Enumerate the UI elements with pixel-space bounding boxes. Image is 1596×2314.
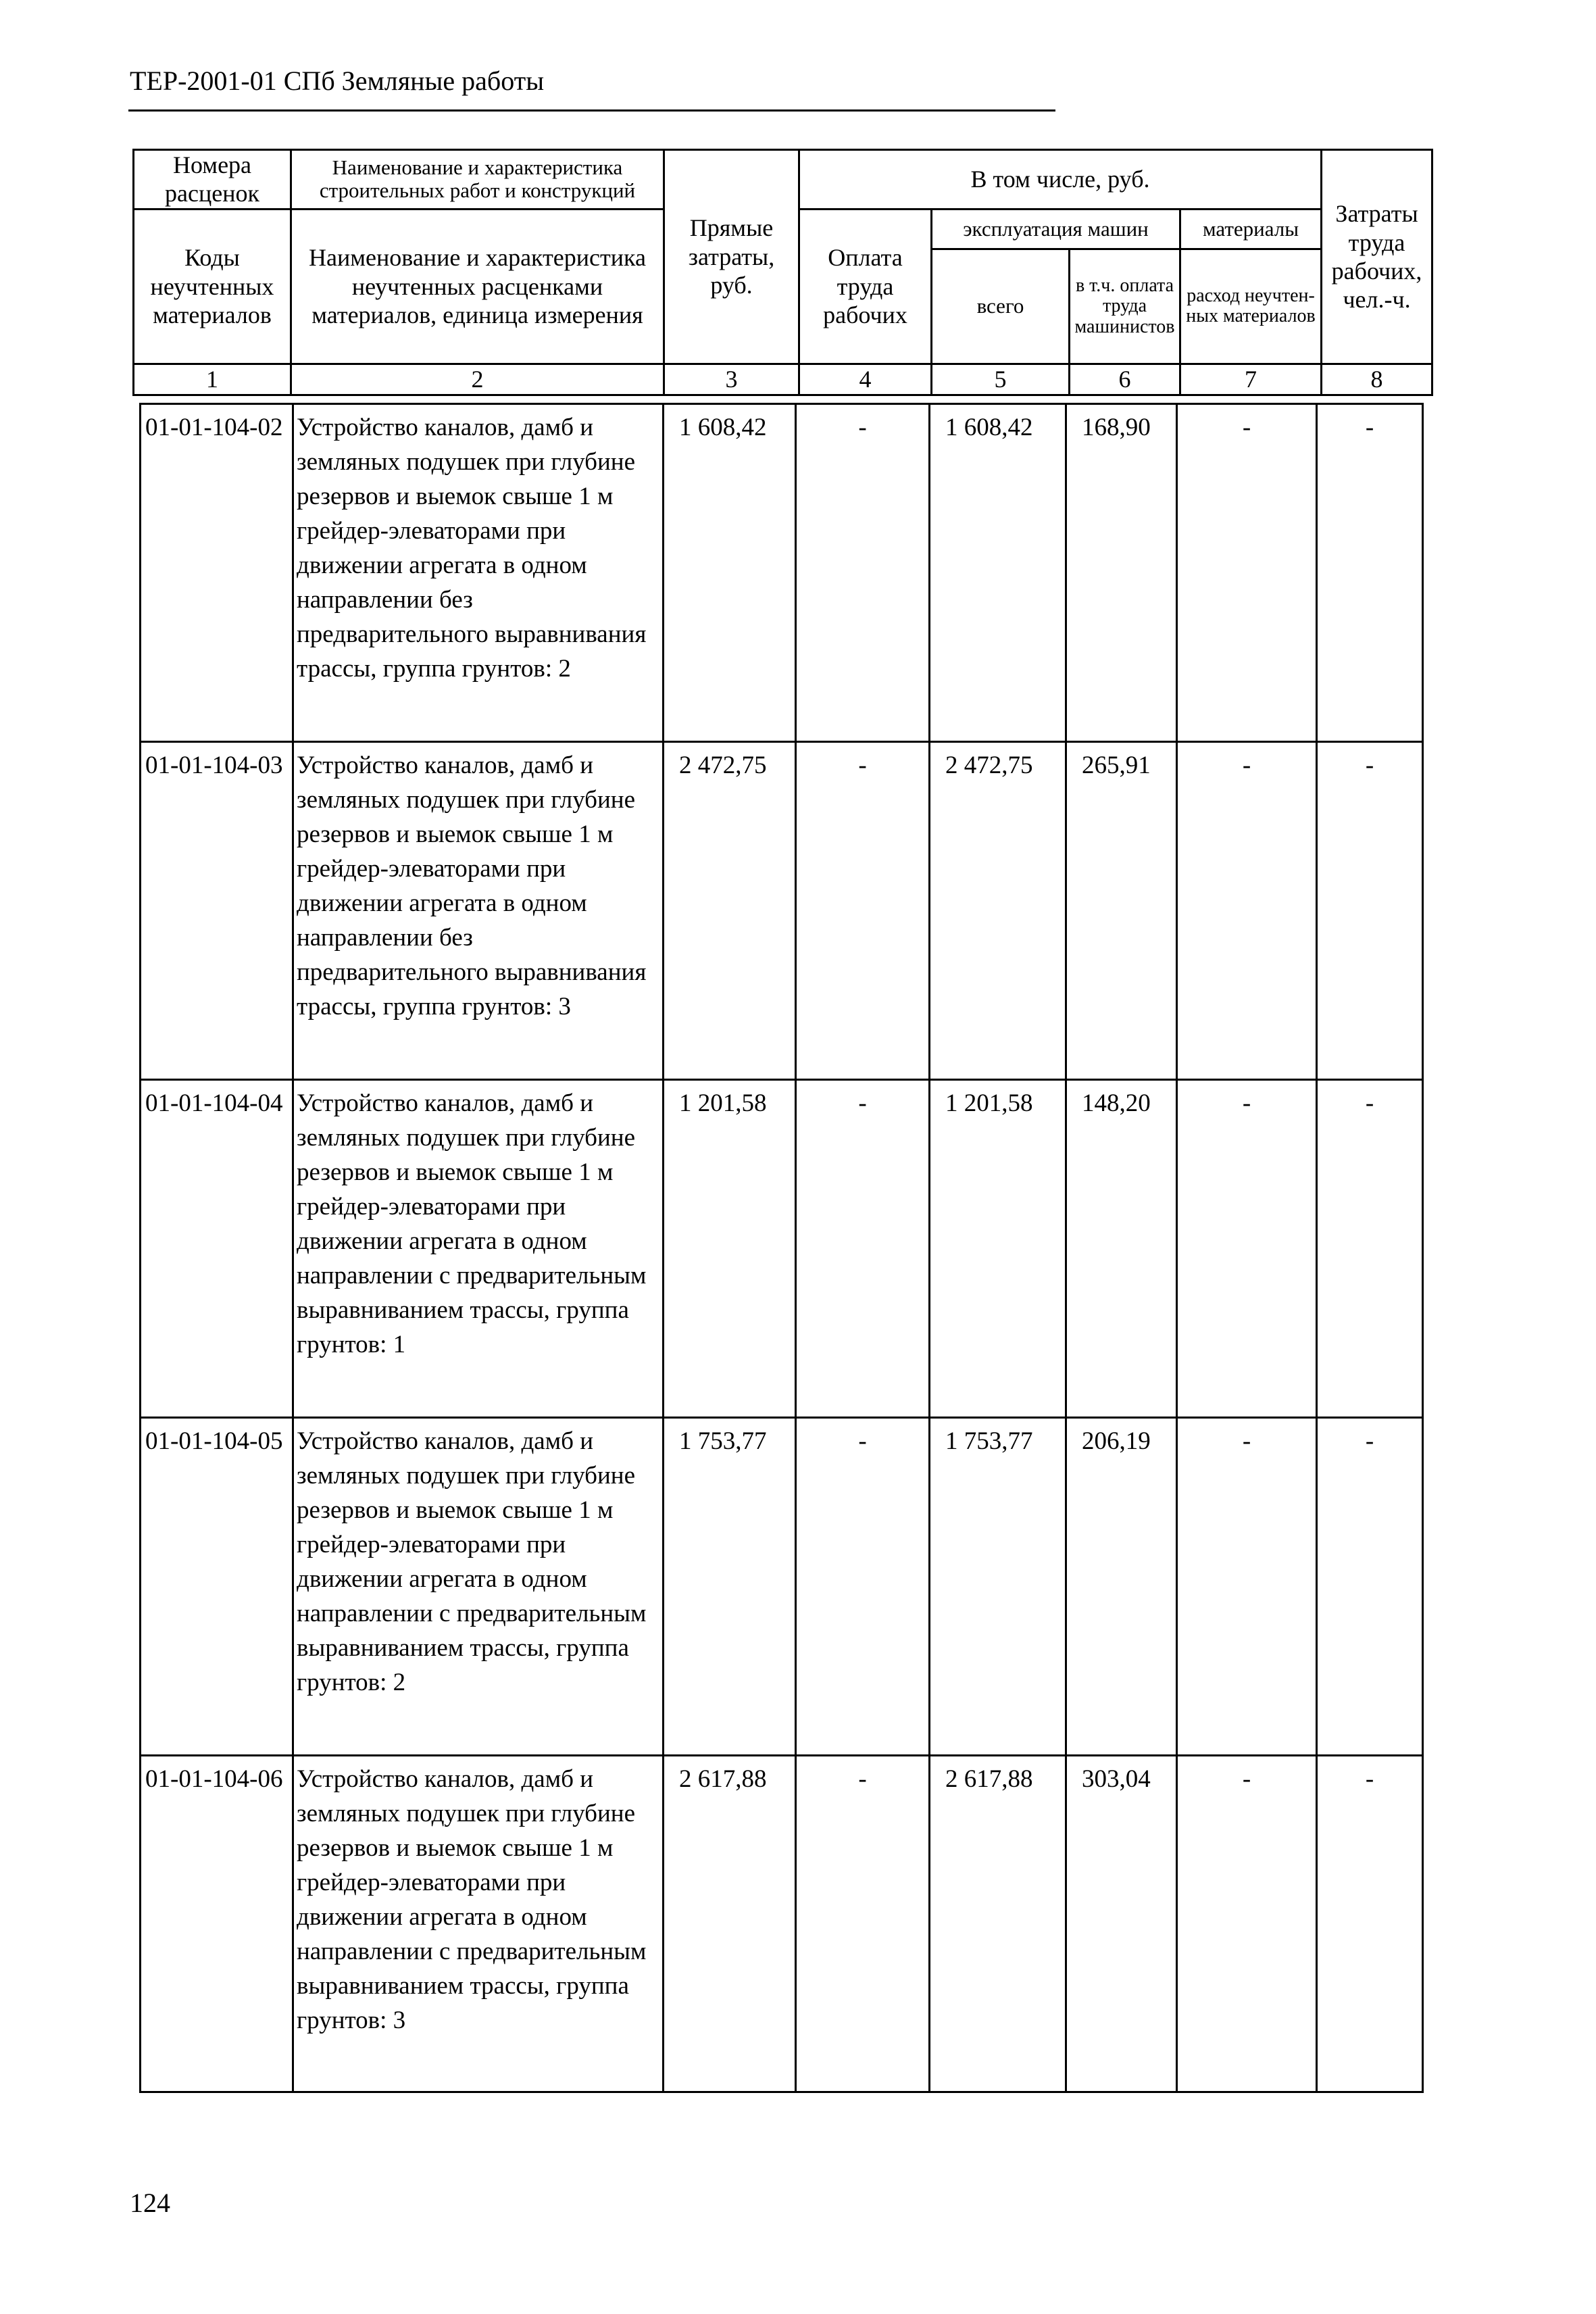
table-row	[141, 742, 1423, 1080]
rate-name: Устройство каналов, дамб и земляных подушек при глубине резервов и выемок свыше 1 м грейдер-элеваторами при движении агрегата в одном направлении без предварительного выравнивания трассы, группа грунтов: 2	[293, 404, 664, 742]
header-machines-total: всего	[932, 249, 1070, 364]
materials-cost: -	[1177, 1756, 1317, 2092]
column-number: 2	[291, 364, 664, 395]
header-col2-top: Наименование и характеристика строительных работ и конструкций	[291, 150, 664, 210]
rate-code: 01-01-104-04	[141, 1080, 293, 1418]
materials-cost: -	[1177, 1418, 1317, 1756]
table-row	[141, 1756, 1423, 2092]
table-row	[141, 1418, 1423, 1756]
rates-table	[139, 403, 1424, 2093]
header-unaccounted-materials: расход неучтен-ных материалов	[1180, 249, 1322, 364]
worker-pay: -	[796, 1756, 930, 2092]
header-labor-hours: Затраты труда рабочих, чел.-ч.	[1322, 150, 1432, 364]
rate-name: Устройство каналов, дамб и земляных подушек при глубине резервов и выемок свыше 1 м грейдер-элеваторами при движении агрегата в одном направлении с предварительным выравниванием трассы, группа грунтов: 3	[293, 1756, 664, 2092]
column-number: 4	[799, 364, 932, 395]
rate-code: 01-01-104-05	[141, 1418, 293, 1756]
machinist-pay: 148,20	[1066, 1080, 1177, 1418]
labor-hours: -	[1317, 404, 1423, 742]
machinist-pay: 265,91	[1066, 742, 1177, 1080]
column-number: 1	[134, 364, 291, 395]
machines-total: 2 472,75	[930, 742, 1066, 1080]
header-col1-bottom: Коды неучтенных материалов	[134, 209, 291, 364]
table-row	[141, 404, 1423, 742]
materials-cost: -	[1177, 404, 1317, 742]
column-number: 3	[664, 364, 799, 395]
header-machinist-pay: в т.ч. оплата труда машинистов	[1070, 249, 1180, 364]
materials-cost: -	[1177, 1080, 1317, 1418]
worker-pay: -	[796, 1418, 930, 1756]
page-number: 124	[130, 2188, 170, 2218]
header-col2-bottom: Наименование и характеристика неучтенных расценками материалов, единица измерения	[291, 209, 664, 364]
direct-costs: 2 472,75	[664, 742, 796, 1080]
machines-total: 1 201,58	[930, 1080, 1066, 1418]
header-machine-operation: эксплуатация машин	[932, 209, 1180, 249]
machinist-pay: 206,19	[1066, 1418, 1177, 1756]
machines-total: 1 608,42	[930, 404, 1066, 742]
labor-hours: -	[1317, 1080, 1423, 1418]
header-col1-top: Номера расценок	[134, 150, 291, 210]
rate-name: Устройство каналов, дамб и земляных подушек при глубине резервов и выемок свыше 1 м грейдер-элеваторами при движении агрегата в одном направлении с предварительным выравниванием трассы, группа грунтов: 2	[293, 1418, 664, 1756]
header-materials: материалы	[1180, 209, 1322, 249]
rate-code: 01-01-104-03	[141, 742, 293, 1080]
header-group-including: В том числе, руб.	[799, 150, 1322, 210]
rate-code: 01-01-104-06	[141, 1756, 293, 2092]
labor-hours: -	[1317, 742, 1423, 1080]
labor-hours: -	[1317, 1418, 1423, 1756]
rate-code: 01-01-104-02	[141, 404, 293, 742]
table-header	[132, 149, 1433, 396]
direct-costs: 1 608,42	[664, 404, 796, 742]
document-title: ТЕР-2001-01 СПб Земляные работы	[130, 66, 545, 96]
labor-hours: -	[1317, 1756, 1423, 2092]
worker-pay: -	[796, 1080, 930, 1418]
worker-pay: -	[796, 742, 930, 1080]
table-row	[141, 1080, 1423, 1418]
machinist-pay: 168,90	[1066, 404, 1177, 742]
title-underline	[128, 109, 1055, 112]
rate-name: Устройство каналов, дамб и земляных подушек при глубине резервов и выемок свыше 1 м грейдер-элеваторами при движении агрегата в одном направлении с предварительным выравниванием трассы, группа грунтов: 1	[293, 1080, 664, 1418]
header-direct-costs: Прямые затраты, руб.	[664, 150, 799, 364]
column-number: 8	[1322, 364, 1432, 395]
rate-name: Устройство каналов, дамб и земляных подушек при глубине резервов и выемок свыше 1 м грейдер-элеваторами при движении агрегата в одном направлении без предварительного выравнивания трассы, группа грунтов: 3	[293, 742, 664, 1080]
column-number: 7	[1180, 364, 1322, 395]
header-worker-pay: Оплата труда рабочих	[799, 209, 932, 364]
direct-costs: 1 753,77	[664, 1418, 796, 1756]
worker-pay: -	[796, 404, 930, 742]
materials-cost: -	[1177, 742, 1317, 1080]
column-number: 5	[932, 364, 1070, 395]
machinist-pay: 303,04	[1066, 1756, 1177, 2092]
machines-total: 1 753,77	[930, 1418, 1066, 1756]
direct-costs: 1 201,58	[664, 1080, 796, 1418]
column-number: 6	[1070, 364, 1180, 395]
machines-total: 2 617,88	[930, 1756, 1066, 2092]
direct-costs: 2 617,88	[664, 1756, 796, 2092]
